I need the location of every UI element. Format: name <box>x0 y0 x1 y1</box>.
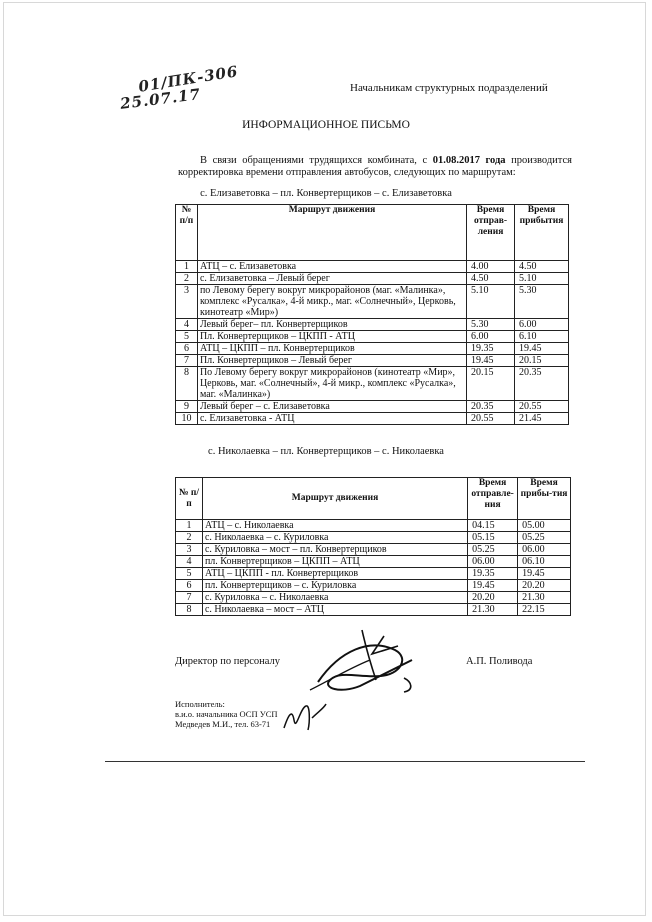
row-arrival: 6.00 <box>515 319 569 331</box>
table-row <box>176 367 569 401</box>
row-route: АТЦ – с. Николаевка <box>202 520 467 532</box>
table-row <box>176 520 571 532</box>
row-route: по Левому берегу вокруг микрорайонов (маг. «Малинка», комплекс «Русалка», 4-й микр., маг. «Солнечный», Церковь, кинотеатр «Мир») <box>197 285 466 319</box>
route2-title: с. Николаевка – пл. Конвертерщиков – с. Николаевка <box>208 446 444 457</box>
row-departure: 21.30 <box>468 604 518 616</box>
row-number: 5 <box>176 568 203 580</box>
route2-header-arrival: Время прибы-тия <box>518 478 571 520</box>
table-row <box>176 592 571 604</box>
row-arrival: 21.45 <box>515 413 569 425</box>
director-name: А.П. Поливода <box>466 656 533 667</box>
row-arrival: 4.50 <box>515 261 569 273</box>
table-row <box>176 273 569 285</box>
row-arrival: 20.20 <box>518 580 571 592</box>
row-route: с. Николаевка – с. Куриловка <box>202 532 467 544</box>
row-departure: 19.35 <box>468 568 518 580</box>
row-departure: 5.10 <box>467 285 515 319</box>
row-departure: 20.20 <box>468 592 518 604</box>
row-number: 6 <box>176 343 198 355</box>
table-row <box>176 544 571 556</box>
row-number: 1 <box>176 520 203 532</box>
addressee: Начальникам структурных подразделений <box>350 82 548 94</box>
table-row <box>176 319 569 331</box>
route1-header-arrival: Время прибытия <box>515 205 569 261</box>
row-route: АТЦ – с. Елизаветовка <box>197 261 466 273</box>
director-position: Директор по персоналу <box>175 656 281 667</box>
route1-title: с. Елизаветовка – пл. Конвертерщиков – с. Елизаветовка <box>200 188 452 199</box>
row-route: пл. Конвертерщиков – ЦКПП – АТЦ <box>202 556 467 568</box>
route1-header-route: Маршрут движения <box>197 205 466 261</box>
row-arrival: 21.30 <box>518 592 571 604</box>
intro-date: 01.08.2017 года <box>432 155 506 166</box>
row-route: По Левому берегу вокруг микрорайонов (кинотеатр «Мир», Церковь, маг. «Солнечный», 4-й микр., комплекс «Русалка», маг. «Малинка») <box>197 367 466 401</box>
director-signature <box>300 620 425 700</box>
row-route: с. Елизаветовка – Левый берег <box>197 273 466 285</box>
table-row <box>176 355 569 367</box>
row-departure: 19.45 <box>468 580 518 592</box>
row-arrival: 6.10 <box>515 331 569 343</box>
row-route: Левый берег – с. Елизаветовка <box>197 401 466 413</box>
executor-signature <box>280 698 330 738</box>
table-row <box>176 261 569 273</box>
row-arrival: 20.15 <box>515 355 569 367</box>
row-route: с. Куриловка – с. Николаевка <box>202 592 467 604</box>
row-departure: 4.00 <box>467 261 515 273</box>
row-arrival: 05.00 <box>518 520 571 532</box>
route2-header-num: № п/п <box>176 478 203 520</box>
row-number: 10 <box>176 413 198 425</box>
handwritten-reg-date: 25.07.17 <box>119 85 202 113</box>
row-route: с. Куриловка – мост – пл. Конвертерщиков <box>202 544 467 556</box>
row-departure: 4.50 <box>467 273 515 285</box>
table-row <box>176 532 571 544</box>
row-arrival: 20.55 <box>515 401 569 413</box>
row-route: АТЦ – ЦКПП - пл. Конвертерщиков <box>202 568 467 580</box>
handwritten-reg-number: 01/ПК-306 <box>137 62 240 96</box>
row-number: 8 <box>176 604 203 616</box>
row-departure: 6.00 <box>467 331 515 343</box>
table-row <box>176 343 569 355</box>
row-arrival: 06.10 <box>518 556 571 568</box>
row-route: Пл. Конвертерщиков – Левый берег <box>197 355 466 367</box>
route2-table-body <box>176 520 571 616</box>
row-departure: 20.55 <box>467 413 515 425</box>
row-number: 5 <box>176 331 198 343</box>
row-departure: 04.15 <box>468 520 518 532</box>
row-number: 8 <box>176 367 198 401</box>
table-row <box>176 401 569 413</box>
row-departure: 05.25 <box>468 544 518 556</box>
row-arrival: 5.10 <box>515 273 569 285</box>
row-route: с. Николаевка – мост – АТЦ <box>202 604 467 616</box>
row-route: АТЦ – ЦКПП – пл. Конвертерщиков <box>197 343 466 355</box>
row-number: 3 <box>176 285 198 319</box>
row-arrival: 06.00 <box>518 544 571 556</box>
route1-table <box>175 204 569 425</box>
row-number: 9 <box>176 401 198 413</box>
executor-block <box>175 699 278 729</box>
route1-header-num: № п/п <box>176 205 198 261</box>
row-number: 7 <box>176 355 198 367</box>
executor-contact: Медведев М.И., тел. 63-71 <box>175 719 271 729</box>
route1-header-departure: Время отправ-ления <box>467 205 515 261</box>
row-arrival: 19.45 <box>518 568 571 580</box>
row-number: 4 <box>176 319 198 331</box>
row-arrival: 19.45 <box>515 343 569 355</box>
table-row <box>176 331 569 343</box>
route2-header-departure: Время отправле-ния <box>468 478 518 520</box>
page-border <box>3 2 646 916</box>
row-number: 3 <box>176 544 203 556</box>
row-arrival: 22.15 <box>518 604 571 616</box>
row-number: 1 <box>176 261 198 273</box>
table-row <box>176 580 571 592</box>
row-route: с. Елизаветовка - АТЦ <box>197 413 466 425</box>
intro-text-1: В связи обращениями трудящихся комбината, с <box>200 155 433 166</box>
row-number: 6 <box>176 580 203 592</box>
row-departure: 06.00 <box>468 556 518 568</box>
row-departure: 20.15 <box>467 367 515 401</box>
row-arrival: 5.30 <box>515 285 569 319</box>
document-title: ИНФОРМАЦИОННОЕ ПИСЬМО <box>242 119 410 131</box>
table-row <box>176 413 569 425</box>
executor-label: Исполнитель: <box>175 699 225 709</box>
intro-text-2: производится корректировка времени отправления автобусов, следующих по маршрутам: <box>178 155 573 178</box>
intro-paragraph <box>178 155 572 179</box>
route2-header-route: Маршрут движения <box>202 478 467 520</box>
executor-position: в.и.о. начальника ОСП УСП <box>175 709 278 719</box>
footer-divider <box>105 761 585 762</box>
row-arrival: 20.35 <box>515 367 569 401</box>
row-departure: 19.35 <box>467 343 515 355</box>
row-departure: 05.15 <box>468 532 518 544</box>
row-number: 2 <box>176 532 203 544</box>
row-departure: 5.30 <box>467 319 515 331</box>
row-departure: 20.35 <box>467 401 515 413</box>
row-route: пл. Конвертерщиков – с. Куриловка <box>202 580 467 592</box>
row-number: 4 <box>176 556 203 568</box>
row-arrival: 05.25 <box>518 532 571 544</box>
row-number: 7 <box>176 592 203 604</box>
table-row <box>176 568 571 580</box>
table-row <box>176 556 571 568</box>
row-number: 2 <box>176 273 198 285</box>
row-route: Пл. Конвертерщиков – ЦКПП - АТЦ <box>197 331 466 343</box>
table-row <box>176 604 571 616</box>
route1-table-body <box>176 261 569 425</box>
table-row <box>176 285 569 319</box>
row-route: Левый берег– пл. Конвертерщиков <box>197 319 466 331</box>
row-departure: 19.45 <box>467 355 515 367</box>
route2-table <box>175 477 571 616</box>
